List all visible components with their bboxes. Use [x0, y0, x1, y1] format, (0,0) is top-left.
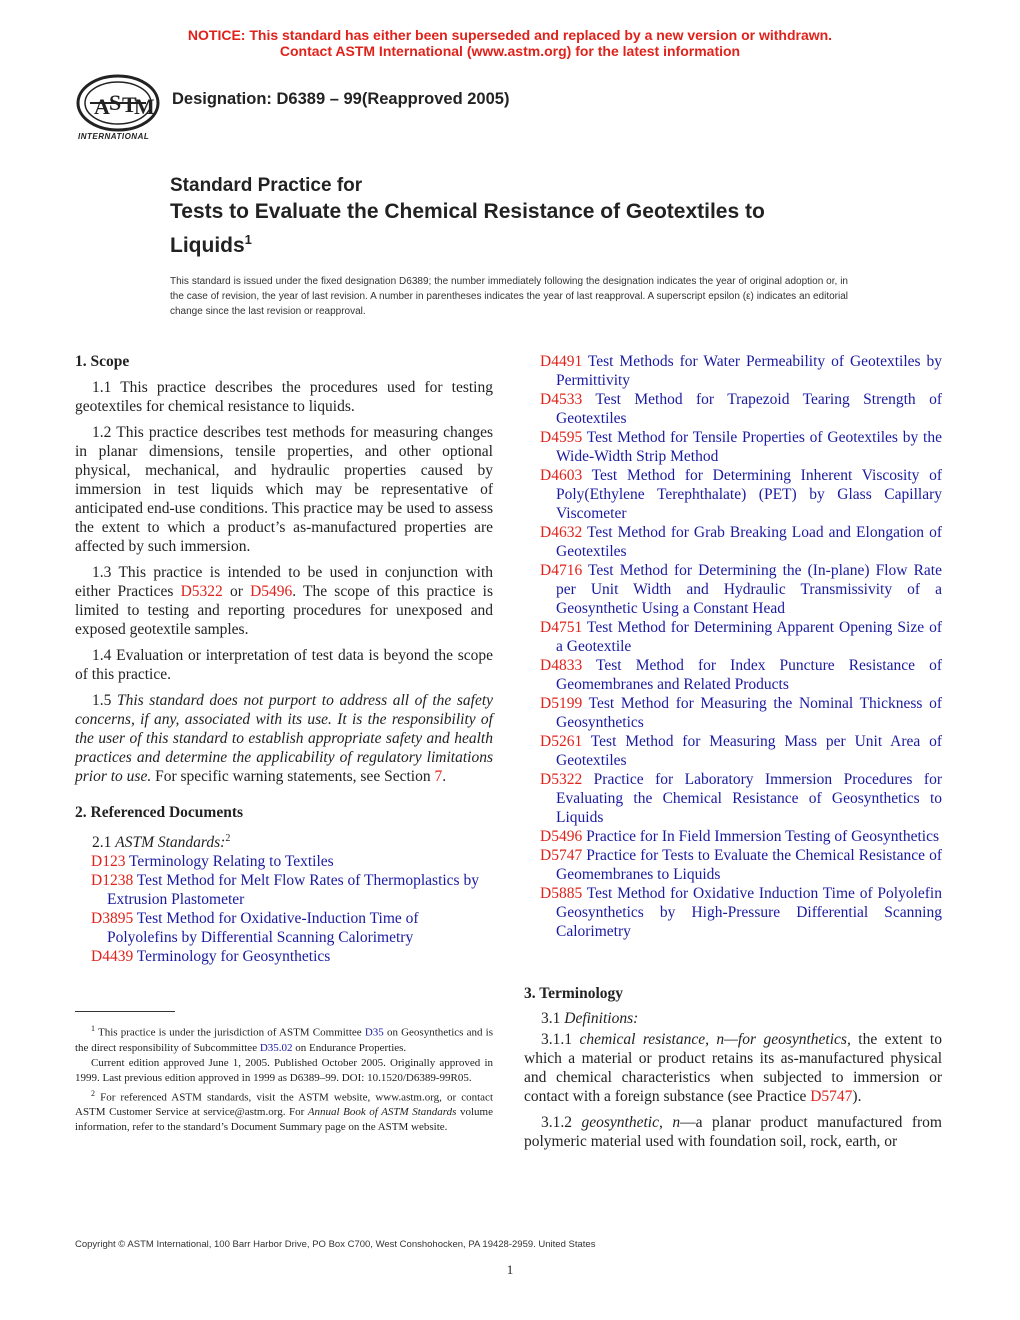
- ref-item[interactable]: [540, 656, 942, 694]
- footnote-ref-2[interactable]: 2: [225, 833, 231, 844]
- standard-note: This standard is issued under the fixed designation D6389; the number immediately following the designation indicates the year of original adoption or, in the case of revision, the year of last revision. A number in parentheses indicates the year of last reapproval. A superscript epsilon (ε) indicates an editorial change since the last revision or reapproval.: [170, 276, 848, 317]
- ref-title[interactable]: Test Method for Oxidative Induction Time of Polyolefin Geosynthetics by High-Pressure Differential Scanning Calorimetry: [556, 885, 942, 940]
- copyright: Copyright © ASTM International, 100 Barr Harbor Drive, PO Box C700, West Conshohocken, PA 19428-2959. United States: [75, 1239, 596, 1250]
- para-2-1-italic: ASTM Standards:: [115, 834, 226, 852]
- ref-code[interactable]: D5322: [540, 771, 583, 788]
- notice-line-2: Contact ASTM International (www.astm.org) for the latest information: [279, 43, 741, 59]
- right-column: [540, 352, 942, 941]
- ref-item[interactable]: [540, 846, 942, 884]
- ref-title[interactable]: Test Method for Determining Apparent Opening Size of a Geotextile: [556, 619, 942, 655]
- footnote-1: [75, 1021, 493, 1056]
- ref-item[interactable]: [540, 884, 942, 941]
- left-column: [75, 352, 493, 966]
- para-3-1-number: 3.1: [541, 1010, 565, 1027]
- footnotes: [75, 1021, 493, 1135]
- title-main: [170, 198, 870, 260]
- link-d35-02[interactable]: D35.02: [259, 1041, 293, 1054]
- refs-left-list: [75, 852, 493, 966]
- footnote-1-text-c: on Endurance Properties.: [292, 1041, 407, 1054]
- ref-title[interactable]: Test Method for Index Puncture Resistance of Geomembranes and Related Products: [556, 657, 942, 693]
- ref-code[interactable]: D5747: [540, 847, 583, 864]
- ref-title[interactable]: Test Method for Determining Inherent Viscosity of Poly(Ethylene Terephthalate) (PET) by Glass Capillary Viscometer: [556, 467, 942, 522]
- ref-title[interactable]: Test Method for Determining the (In-plane) Flow Rate per Unit Width and Hydraulic Transmissivity of a Geosynthetic Using a Constant Head: [556, 562, 942, 617]
- para-1-3-text-c: . The scope of this practice is limited to testing and reporting procedures for unexposed and exposed geotextile samples.: [75, 583, 493, 638]
- refs-right-list: [540, 352, 942, 941]
- para-3-1-2-term: geosynthetic, n: [581, 1114, 681, 1131]
- ref-title[interactable]: Test Methods for Water Permeability of Geotextiles by Permittivity: [556, 353, 942, 389]
- para-3-1-1-text: the extent to which a material or product retains its as-manufactured physical and chemical characteristics when subjected to immersion or contact with a foreign substance (see Practice: [524, 1031, 942, 1105]
- logo-text: INTERNATIONAL: [78, 132, 150, 141]
- ref-item[interactable]: [540, 618, 942, 656]
- section-3: [524, 984, 942, 1151]
- link-section-7[interactable]: 7: [434, 768, 443, 785]
- footnote-1-text-b: on Geosynthetics and is the direct responsibility of Subcommittee: [75, 1026, 493, 1054]
- para-3-1-1-term: chemical resistance, n—for geosynthetics,: [579, 1031, 851, 1048]
- footnote-2-text-b: volume information, refer to the standard’s Document Summary page on the ASTM website.: [75, 1106, 493, 1134]
- ref-title[interactable]: Practice for Laboratory Immersion Procedures for Evaluating the Chemical Resistance of Geosynthetics to Liquids: [556, 771, 942, 826]
- ref-title[interactable]: Test Method for Tensile Properties of Geotextiles by the Wide-Width Strip Method: [556, 429, 942, 465]
- para-3-1-2-text: —a planar product manufactured from polymeric material used with foundation soil, rock, earth, or: [524, 1114, 942, 1150]
- ref-item[interactable]: [91, 909, 493, 947]
- ref-item[interactable]: [540, 466, 942, 523]
- footnote-1-edition: Current edition approved June 1, 2005. Published October 2005. Originally approved in 1999. Last previous edition approved in 1999 as D6389–99. DOI: 10.1520/D6389-99R05.: [75, 1056, 493, 1084]
- footnote-divider: [75, 1011, 175, 1012]
- ref-item[interactable]: [540, 390, 942, 428]
- footnote-2-marker: 2: [91, 1088, 95, 1098]
- svg-text:T: T: [122, 92, 137, 117]
- title-line-3: [170, 226, 870, 260]
- para-2-1-number: 2.1: [92, 834, 116, 852]
- ref-item[interactable]: [540, 561, 942, 618]
- para-3-1-1: [524, 1030, 942, 1106]
- svg-text:S: S: [109, 90, 122, 115]
- link-d5496[interactable]: D5496: [250, 583, 293, 600]
- para-1-4: 1.4 Evaluation or interpretation of test data is beyond the scope of this practice.: [75, 647, 493, 683]
- ref-title[interactable]: Test Method for Measuring the Nominal Thickness of Geosynthetics: [556, 695, 942, 731]
- ref-code[interactable]: D5199: [540, 695, 583, 712]
- ref-item[interactable]: [540, 694, 942, 732]
- ref-item[interactable]: [91, 871, 493, 909]
- ref-title[interactable]: Test Method for Grab Breaking Load and Elongation of Geotextiles: [556, 524, 942, 560]
- para-3-1-2: [524, 1113, 942, 1151]
- title-footnote-ref[interactable]: 1: [244, 232, 252, 247]
- ref-title[interactable]: Test Method for Oxidative-Induction Time of Polyolefins by Differential Scanning Calorimetry: [107, 910, 419, 947]
- title-line-3-text: Liquids: [170, 234, 245, 257]
- astm-logo: [74, 74, 162, 144]
- para-1-5-text: For specific warning statements, see Section: [151, 768, 435, 785]
- footnote-1-text-a: This practice is under the jurisdiction of ASTM Committee: [95, 1026, 365, 1039]
- ref-title[interactable]: Test Method for Trapezoid Tearing Strength of Geotextiles: [556, 391, 942, 427]
- ref-code[interactable]: D4491: [540, 353, 583, 370]
- para-1-5-italic: This standard does not purport to address all of the safety concerns, if any, associated with its use. It is the responsibility of the user of this standard to establish appropriate safety and health practices and determine the applicability of regulatory limitations prior to use.: [75, 692, 494, 785]
- ref-code[interactable]: D4533: [540, 391, 583, 408]
- ref-code[interactable]: D4595: [540, 429, 583, 446]
- ref-code[interactable]: D5261: [540, 733, 583, 750]
- title-line-1: Standard Practice for: [170, 175, 363, 196]
- ref-item[interactable]: [540, 770, 942, 827]
- footnote-2-text-a: For referenced ASTM standards, visit the ASTM website, www.astm.org, or contact ASTM Customer Service at service@astm.org. For: [75, 1091, 493, 1119]
- ref-code[interactable]: D3895: [91, 910, 134, 928]
- para-1-2: 1.2 This practice describes test methods for measuring changes in planar dimensions, tensile properties, and other optional physical, mechanical, and hydraulic properties caused by immersion in test liquids which may be representative of anticipated end-use conditions. This practice may be used to assess the extent to which a product’s as-manufactured properties are affected by such immersion.: [75, 424, 493, 555]
- title-line-2: Tests to Evaluate the Chemical Resistance of Geotextiles to: [170, 200, 765, 223]
- para-1-3: [75, 563, 493, 639]
- ref-item[interactable]: [540, 523, 942, 561]
- footnote-2-italic: Annual Book of ASTM Standards: [307, 1106, 457, 1119]
- para-3-1-2-number: 3.1.2: [541, 1114, 582, 1131]
- para-3-1-1-number: 3.1.1: [541, 1031, 580, 1048]
- para-1-3-text-b: or: [222, 583, 251, 600]
- designation: Designation: D6389 – 99(Reapproved 2005): [172, 90, 510, 108]
- svg-text:M: M: [134, 94, 155, 119]
- ref-item[interactable]: [540, 827, 942, 846]
- notice-line-1: NOTICE: This standard has either been superseded and replaced by a new version or withdrawn.: [187, 27, 833, 43]
- ref-title[interactable]: Terminology for Geosynthetics: [133, 948, 331, 966]
- ref-title[interactable]: Practice for Tests to Evaluate the Chemical Resistance of Geomembranes to Liquids: [556, 847, 942, 883]
- ref-item[interactable]: [91, 947, 493, 966]
- para-1-5: [75, 691, 493, 786]
- footnote-1-marker: 1: [91, 1024, 95, 1033]
- para-1-5-end: .: [442, 768, 447, 785]
- ref-code[interactable]: D1238: [91, 872, 134, 890]
- footnote-2: [75, 1086, 493, 1136]
- section-1-heading: 1. Scope: [75, 353, 130, 370]
- para-3-1-1-end: ).: [852, 1088, 862, 1105]
- ref-code[interactable]: D4716: [540, 562, 583, 579]
- astm-logo-icon: [74, 74, 162, 132]
- ref-title[interactable]: Terminology Relating to Textiles: [125, 853, 334, 871]
- ref-title[interactable]: Practice for In Field Immersion Testing of Geosynthetics: [582, 828, 939, 845]
- link-d5747[interactable]: D5747: [810, 1088, 853, 1105]
- page-number: 1: [506, 1262, 514, 1277]
- para-2-1: [75, 829, 493, 852]
- ref-code[interactable]: D5496: [540, 828, 583, 845]
- ref-title[interactable]: Test Method for Melt Flow Rates of Thermoplastics by Extrusion Plastometer: [107, 872, 479, 909]
- ref-code[interactable]: D123: [91, 853, 126, 871]
- para-1-3-text-a: 1.3 This practice is intended to be used in conjunction with either Practices: [75, 564, 493, 600]
- para-3-1-italic: Definitions:: [564, 1010, 639, 1027]
- ref-code[interactable]: D4603: [540, 467, 583, 484]
- section-3-heading: 3. Terminology: [524, 985, 624, 1002]
- para-1-1: 1.1 This practice describes the procedures used for testing geotextiles for chemical resistance to liquids.: [75, 379, 493, 415]
- ref-item[interactable]: [91, 852, 493, 871]
- ref-code[interactable]: D4632: [540, 524, 583, 541]
- svg-text:A: A: [94, 94, 110, 119]
- ref-code[interactable]: D4751: [540, 619, 583, 636]
- ref-code[interactable]: D4833: [540, 657, 583, 674]
- ref-item[interactable]: [540, 732, 942, 770]
- ref-title[interactable]: Test Method for Measuring Mass per Unit Area of Geotextiles: [556, 733, 942, 769]
- section-2-heading: 2. Referenced Documents: [75, 804, 244, 821]
- link-d5322[interactable]: D5322: [180, 583, 223, 600]
- ref-code[interactable]: D4439: [91, 948, 134, 966]
- link-d35[interactable]: D35: [364, 1026, 384, 1039]
- ref-item[interactable]: [540, 428, 942, 466]
- ref-item[interactable]: [540, 352, 942, 390]
- para-3-1: [524, 1009, 942, 1028]
- para-1-5-number: 1.5: [92, 692, 117, 709]
- ref-code[interactable]: D5885: [540, 885, 583, 902]
